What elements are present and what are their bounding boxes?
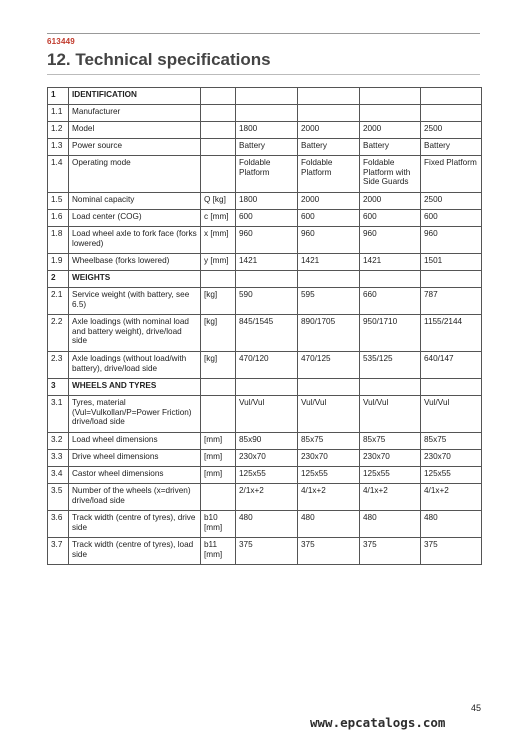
cell-unit: y [mm] [201, 254, 236, 271]
cell-value-1: 125x55 [236, 467, 298, 484]
cell-value-1: 1800 [236, 193, 298, 210]
page-number: 45 [471, 703, 482, 713]
cell-value-4: 960 [421, 227, 482, 254]
cell-description: Operating mode [69, 156, 201, 193]
table-row [48, 433, 482, 450]
cell-unit [201, 379, 236, 396]
cell-value-1: 845/1545 [236, 315, 298, 352]
cell-unit: b11 [mm] [201, 538, 236, 565]
cell-description: Nominal capacity [69, 193, 201, 210]
title-rule [47, 74, 480, 75]
cell-value-3: Vul/Vul [360, 396, 421, 433]
table-row [48, 352, 482, 379]
cell-value-4: 1501 [421, 254, 482, 271]
cell-unit: x [mm] [201, 227, 236, 254]
cell-value-3: 230x70 [360, 450, 421, 467]
cell-description: Tyres, material (Vul=Vulkollan/P=Power Friction) drive/load side [69, 396, 201, 433]
cell-value-4 [421, 88, 482, 105]
table-row [48, 210, 482, 227]
cell-value-1: 600 [236, 210, 298, 227]
cell-value-2 [298, 105, 360, 122]
cell-value-3: 660 [360, 288, 421, 315]
cell-unit [201, 156, 236, 193]
cell-description: Axle loadings (with nominal load and battery weight), drive/load side [69, 315, 201, 352]
cell-value-3: 375 [360, 538, 421, 565]
watermark-text: www.epcatalogs.com [310, 715, 446, 730]
cell-unit [201, 484, 236, 511]
cell-value-3: 4/1x+2 [360, 484, 421, 511]
cell-value-3: 2000 [360, 193, 421, 210]
cell-value-4: 230x70 [421, 450, 482, 467]
table-row [48, 122, 482, 139]
cell-value-3 [360, 88, 421, 105]
cell-value-2: 2000 [298, 122, 360, 139]
cell-value-2 [298, 271, 360, 288]
cell-description: Track width (centre of tyres), drive side [69, 511, 201, 538]
cell-value-2: 85x75 [298, 433, 360, 450]
cell-value-1: 470/120 [236, 352, 298, 379]
cell-row-number: 1.1 [48, 105, 69, 122]
cell-value-2: 480 [298, 511, 360, 538]
cell-description: Axle loadings (without load/with battery), drive/load side [69, 352, 201, 379]
section-header-row [48, 271, 482, 288]
cell-unit: [mm] [201, 433, 236, 450]
page-title: 12. Technical specifications [47, 50, 271, 69]
cell-unit: [kg] [201, 352, 236, 379]
cell-row-number: 2.3 [48, 352, 69, 379]
cell-value-2: 890/1705 [298, 315, 360, 352]
cell-value-3: Foldable Platform with Side Guards [360, 156, 421, 193]
cell-value-3: 480 [360, 511, 421, 538]
cell-value-2: Vul/Vul [298, 396, 360, 433]
section-header-row [48, 379, 482, 396]
cell-value-3: 950/1710 [360, 315, 421, 352]
cell-value-1: Vul/Vul [236, 396, 298, 433]
cell-value-3: Battery [360, 139, 421, 156]
table-row [48, 288, 482, 315]
cell-value-4: 1155/2144 [421, 315, 482, 352]
cell-description: Model [69, 122, 201, 139]
cell-value-4: 125x55 [421, 467, 482, 484]
cell-value-1 [236, 105, 298, 122]
cell-description: Power source [69, 139, 201, 156]
cell-unit: c [mm] [201, 210, 236, 227]
cell-value-4: Vul/Vul [421, 396, 482, 433]
cell-description: Load wheel dimensions [69, 433, 201, 450]
cell-unit: [mm] [201, 450, 236, 467]
cell-value-1: 85x90 [236, 433, 298, 450]
cell-unit [201, 271, 236, 288]
cell-unit [201, 105, 236, 122]
cell-unit [201, 396, 236, 433]
table-row [48, 467, 482, 484]
cell-value-4: 375 [421, 538, 482, 565]
cell-value-4: 4/1x+2 [421, 484, 482, 511]
cell-description: IDENTIFICATION [69, 88, 201, 105]
cell-value-1: 375 [236, 538, 298, 565]
cell-description: Track width (centre of tyres), load side [69, 538, 201, 565]
cell-value-3: 125x55 [360, 467, 421, 484]
cell-value-1: Battery [236, 139, 298, 156]
cell-value-1: 590 [236, 288, 298, 315]
cell-value-3 [360, 271, 421, 288]
cell-row-number: 1.4 [48, 156, 69, 193]
cell-description: Drive wheel dimensions [69, 450, 201, 467]
cell-value-4 [421, 379, 482, 396]
cell-row-number: 3.7 [48, 538, 69, 565]
cell-description: Manufacturer [69, 105, 201, 122]
cell-value-4 [421, 271, 482, 288]
cell-value-4: 640/147 [421, 352, 482, 379]
cell-value-1 [236, 88, 298, 105]
cell-value-4: 85x75 [421, 433, 482, 450]
cell-value-2 [298, 379, 360, 396]
cell-unit: Q [kg] [201, 193, 236, 210]
section-header-row [48, 88, 482, 105]
cell-row-number: 1.5 [48, 193, 69, 210]
cell-description: WHEELS AND TYRES [69, 379, 201, 396]
cell-value-2: 125x55 [298, 467, 360, 484]
table-row [48, 450, 482, 467]
table-row [48, 538, 482, 565]
cell-value-2: 375 [298, 538, 360, 565]
cell-value-1: 2/1x+2 [236, 484, 298, 511]
cell-unit: [kg] [201, 288, 236, 315]
cell-value-4: Battery [421, 139, 482, 156]
cell-description: WEIGHTS [69, 271, 201, 288]
cell-unit [201, 122, 236, 139]
cell-row-number: 1.2 [48, 122, 69, 139]
cell-value-2: Battery [298, 139, 360, 156]
cell-value-2: 4/1x+2 [298, 484, 360, 511]
cell-row-number: 3.3 [48, 450, 69, 467]
cell-row-number: 2.1 [48, 288, 69, 315]
cell-row-number: 1.3 [48, 139, 69, 156]
cell-value-2: 595 [298, 288, 360, 315]
cell-value-1: Foldable Platform [236, 156, 298, 193]
table-row [48, 484, 482, 511]
cell-value-4: 480 [421, 511, 482, 538]
cell-row-number: 1 [48, 88, 69, 105]
cell-value-3: 535/125 [360, 352, 421, 379]
cell-value-1: 1421 [236, 254, 298, 271]
cell-row-number: 3.1 [48, 396, 69, 433]
cell-value-2 [298, 88, 360, 105]
cell-value-3 [360, 379, 421, 396]
cell-value-1: 230x70 [236, 450, 298, 467]
cell-value-1: 480 [236, 511, 298, 538]
cell-value-1: 960 [236, 227, 298, 254]
cell-value-2: Foldable Platform [298, 156, 360, 193]
cell-description: Load wheel axle to fork face (forks lowered) [69, 227, 201, 254]
cell-value-4: 2500 [421, 122, 482, 139]
table-row [48, 156, 482, 193]
cell-value-3: 2000 [360, 122, 421, 139]
table-row [48, 396, 482, 433]
table-row [48, 227, 482, 254]
table-row [48, 511, 482, 538]
cell-unit [201, 139, 236, 156]
cell-value-3: 960 [360, 227, 421, 254]
cell-unit: [kg] [201, 315, 236, 352]
table-row [48, 105, 482, 122]
cell-row-number: 1.6 [48, 210, 69, 227]
cell-row-number: 3 [48, 379, 69, 396]
cell-value-4 [421, 105, 482, 122]
specifications-table-body [48, 88, 482, 565]
cell-unit [201, 88, 236, 105]
cell-description: Castor wheel dimensions [69, 467, 201, 484]
cell-unit: [mm] [201, 467, 236, 484]
table-row [48, 193, 482, 210]
cell-row-number: 3.2 [48, 433, 69, 450]
cell-value-1 [236, 271, 298, 288]
cell-value-4: 787 [421, 288, 482, 315]
cell-value-3 [360, 105, 421, 122]
cell-value-2: 470/125 [298, 352, 360, 379]
cell-row-number: 1.8 [48, 227, 69, 254]
cell-row-number: 1.9 [48, 254, 69, 271]
cell-description: Number of the wheels (x=driven) drive/load side [69, 484, 201, 511]
cell-row-number: 3.4 [48, 467, 69, 484]
cell-value-2: 960 [298, 227, 360, 254]
document-code: 613449 [47, 37, 75, 46]
specifications-table [47, 87, 482, 565]
cell-description: Service weight (with battery, see 6.5) [69, 288, 201, 315]
table-row [48, 315, 482, 352]
header-rule [47, 33, 480, 34]
cell-unit: b10 [mm] [201, 511, 236, 538]
table-row [48, 254, 482, 271]
cell-value-3: 85x75 [360, 433, 421, 450]
cell-value-1 [236, 379, 298, 396]
cell-value-4: 600 [421, 210, 482, 227]
cell-value-3: 1421 [360, 254, 421, 271]
cell-description: Load center (COG) [69, 210, 201, 227]
cell-row-number: 2 [48, 271, 69, 288]
cell-value-2: 1421 [298, 254, 360, 271]
cell-description: Wheelbase (forks lowered) [69, 254, 201, 271]
cell-value-2: 230x70 [298, 450, 360, 467]
cell-value-4: Fixed Platform [421, 156, 482, 193]
cell-value-4: 2500 [421, 193, 482, 210]
cell-value-2: 600 [298, 210, 360, 227]
cell-row-number: 3.6 [48, 511, 69, 538]
cell-row-number: 2.2 [48, 315, 69, 352]
cell-value-1: 1800 [236, 122, 298, 139]
cell-value-2: 2000 [298, 193, 360, 210]
table-row [48, 139, 482, 156]
cell-row-number: 3.5 [48, 484, 69, 511]
cell-value-3: 600 [360, 210, 421, 227]
